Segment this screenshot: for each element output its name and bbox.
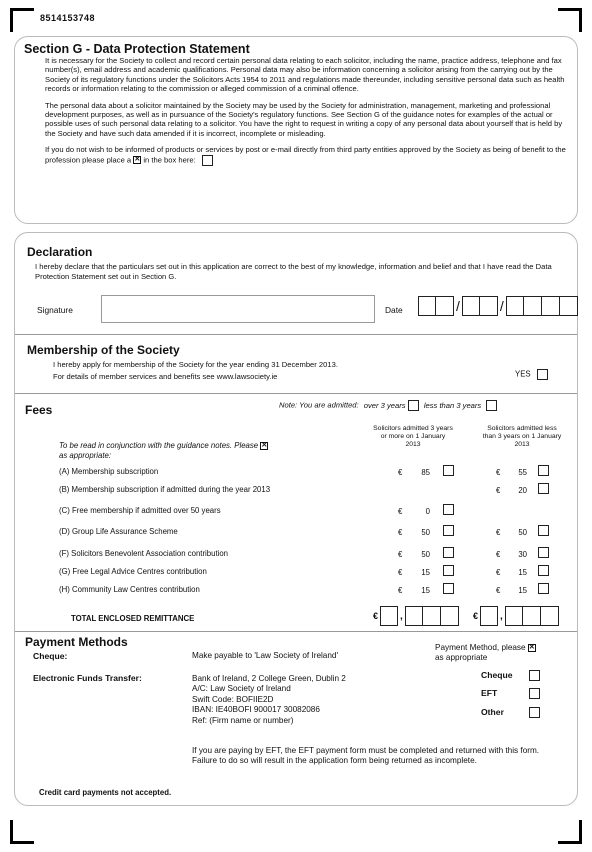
date-day[interactable] <box>418 296 454 316</box>
fee-amount-col-1: 50 <box>421 528 430 537</box>
x-mark-icon: ✕ <box>134 156 141 164</box>
fee-label: (B) Membership subscription if admitted during the year 2013 <box>59 485 271 494</box>
currency-symbol: € <box>496 468 501 477</box>
fee-label: (H) Community Law Centres contribution <box>59 585 200 594</box>
date-field <box>418 296 578 316</box>
option-label: EFT <box>481 688 498 698</box>
payment-option-eft <box>481 688 540 699</box>
x-mark-icon: ✕ <box>261 441 268 449</box>
prompt-text-before: Payment Method, please <box>435 643 526 652</box>
fee-amount-col-2: 20 <box>518 486 527 495</box>
payment-option-cheque <box>481 670 540 681</box>
total-col2-thousands[interactable] <box>480 606 498 626</box>
fee-row <box>15 527 577 541</box>
membership-line-2: For details of member services and benefits see www.lawsociety.ie <box>53 372 278 381</box>
cheque-label: Cheque: <box>33 651 68 661</box>
total-remittance-col-1 <box>373 606 459 626</box>
currency-symbol: € <box>496 486 501 495</box>
date-year[interactable] <box>506 296 578 316</box>
fee-amount-col-1: 15 <box>421 568 430 577</box>
membership-title: Membership of the Society <box>27 343 180 357</box>
option-label: Other <box>481 707 504 717</box>
eft-detail-line: IBAN: IE40BOFI 900017 30082086 <box>192 705 320 715</box>
eft-detail-line: A/C: Law Society of Ireland <box>192 684 291 694</box>
currency-symbol: € <box>496 550 501 559</box>
section-g-panel <box>14 36 578 224</box>
signature-field[interactable] <box>101 295 375 323</box>
fees-guidance <box>59 441 319 461</box>
signature-label: Signature <box>37 305 73 315</box>
fee-row <box>15 506 577 520</box>
fee-checkbox-col-2[interactable] <box>538 583 549 594</box>
eft-note: If you are paying by EFT, the EFT payment form must be completed and returned with this form. Failure to do so will result in the application form being returned as incomplete. <box>192 746 540 766</box>
eft-label: Electronic Funds Transfer: <box>33 673 142 683</box>
fee-checkbox-col-2[interactable] <box>538 465 549 476</box>
fee-checkbox-col-1[interactable] <box>443 547 454 558</box>
currency-symbol: € <box>473 611 479 621</box>
currency-symbol: € <box>398 550 403 559</box>
column-header-less-than-3-years: Solicitors admitted less than 3 years on 1 January 2013 <box>482 425 562 448</box>
fee-amount-col-1: 0 <box>425 507 430 516</box>
optout-text-after: in the box here: <box>143 155 196 165</box>
currency-symbol: € <box>496 586 501 595</box>
fee-label: (F) Solicitors Benevolent Association contribution <box>59 549 229 558</box>
declaration-section <box>15 245 577 282</box>
fee-checkbox-col-2[interactable] <box>538 547 549 558</box>
over-3-years-checkbox[interactable] <box>408 400 419 411</box>
section-g-paragraph-1: It is necessary for the Society to collect and record certain personal data relating to each solicitor, including the name, practice address, telephone and fax number(s), email address and academic qualifications. Personal data may also be information concerning a solicitor arising from the carrying out by the Society of its regulatory functions under the Solicitors Acts 1954 to 2011 and regulations made thereunder, including sensitive personal data such as health records or information relating to the commission or alleged commission of a criminal offence. <box>45 56 565 94</box>
membership-yes <box>515 369 548 380</box>
declaration-title: Declaration <box>27 245 93 259</box>
x-mark-icon: ✕ <box>528 643 535 651</box>
fee-checkbox-col-1[interactable] <box>443 504 454 515</box>
guidance-text-before: To be read in conjunction with the guidance notes. Please <box>59 441 259 450</box>
declaration-text: I hereby declare that the particulars set out in this application are correct to the best of my knowledge, information and belief and that I have read the Data Protection Statement set out in Section G. <box>35 262 552 281</box>
fee-amount-col-2: 30 <box>518 550 527 559</box>
fee-checkbox-col-2[interactable] <box>538 483 549 494</box>
divider <box>15 334 577 335</box>
total-col1-thousands[interactable] <box>380 606 398 626</box>
payment-method-prompt <box>435 643 571 664</box>
divider <box>15 631 577 632</box>
total-col1-units[interactable] <box>405 606 459 626</box>
document-number: 8514153748 <box>40 13 96 23</box>
fee-checkbox-col-2[interactable] <box>538 525 549 536</box>
currency-symbol: € <box>373 611 379 621</box>
fee-label: (G) Free Legal Advice Centres contribution <box>59 567 207 576</box>
payment-methods-title: Payment Methods <box>25 635 128 649</box>
section-g-paragraph-2: The personal data about a solicitor maintained by the Society may be used by the Society for administration, management, marketing and professional development purposes, as well as in pursuance of the Society's regulatory functions. See Section G of the guidance notes for examples of the actual or possible uses of such personal data relating to a solicitor. You have the right to request in writing a copy of any personal data about yourself that is held by the Society and have such data amended if it is incorrect, incomplete or misleading. <box>45 100 563 138</box>
yes-label: YES <box>515 369 531 379</box>
fee-amount-col-2: 55 <box>518 468 527 477</box>
eft-checkbox[interactable] <box>529 688 540 699</box>
fee-checkbox-col-1[interactable] <box>443 583 454 594</box>
fee-amount-col-1: 85 <box>421 468 430 477</box>
note-over-3-years: over 3 years <box>363 400 406 410</box>
crop-mark-top-right <box>558 8 582 32</box>
membership-section <box>15 343 577 382</box>
eft-bank-details <box>192 674 346 726</box>
optout-statement <box>45 145 567 165</box>
note-prefix: Note: You are admitted: <box>279 400 359 410</box>
crop-mark-bottom-right <box>558 820 582 844</box>
prompt-text-after: as appropriate <box>435 653 488 663</box>
currency-symbol: € <box>398 507 403 516</box>
fee-amount-col-1: 50 <box>421 550 430 559</box>
column-header-3-years-or-more: Solicitors admitted 3 years or more on 1 January 2013 <box>373 425 453 448</box>
other-checkbox[interactable] <box>529 707 540 718</box>
currency-symbol: € <box>398 568 403 577</box>
eft-detail-line: Swift Code: BOFIIE2D <box>192 694 274 704</box>
date-label: Date <box>385 305 403 315</box>
crop-mark-bottom-left <box>10 820 34 844</box>
cheque-checkbox[interactable] <box>529 670 540 681</box>
thousands-separator: , <box>400 610 403 622</box>
section-g-title: Section G - Data Protection Statement <box>24 42 250 56</box>
divider <box>15 393 577 394</box>
note-less-than-3-years: less than 3 years <box>423 400 482 410</box>
option-label: Cheque <box>481 670 513 680</box>
fee-label: (C) Free membership if admitted over 50 years <box>59 506 221 515</box>
fee-checkbox-col-2[interactable] <box>538 565 549 576</box>
currency-symbol: € <box>398 468 403 477</box>
credit-card-note: Credit card payments not accepted. <box>39 788 172 797</box>
currency-symbol: € <box>496 528 501 537</box>
fee-amount-col-2: 50 <box>518 528 527 537</box>
fee-row <box>15 567 577 581</box>
membership-line-1: I hereby apply for membership of the Society for the year ending 31 December 2013. <box>53 360 338 369</box>
fee-row <box>15 485 577 499</box>
fees-admission-note <box>279 400 497 411</box>
payment-option-other <box>481 707 540 718</box>
thousands-separator: , <box>500 610 503 622</box>
fee-row <box>15 549 577 563</box>
total-col2-units[interactable] <box>505 606 559 626</box>
fee-checkbox-col-1[interactable] <box>443 465 454 476</box>
fee-amount-col-2: 15 <box>518 568 527 577</box>
eft-detail-line: Bank of Ireland, 2 College Green, Dublin 2 <box>192 674 346 683</box>
total-remittance-label: TOTAL ENCLOSED REMITTANCE <box>71 614 195 623</box>
application-panel <box>14 232 578 806</box>
guidance-text-after: as appropriate: <box>59 451 112 460</box>
fee-checkbox-col-1[interactable] <box>443 565 454 576</box>
optout-text-before: If you do not wish to be informed of products or services by post or e-mail directly from third party entities approved by the Society as being of benefit to the profession please place a <box>45 145 566 165</box>
fee-checkbox-col-1[interactable] <box>443 525 454 536</box>
currency-symbol: € <box>398 528 403 537</box>
cheque-instructions: Make payable to 'Law Society of Ireland' <box>192 651 339 660</box>
date-separator: / <box>499 298 504 314</box>
fee-amount-col-2: 15 <box>518 586 527 595</box>
fee-row <box>15 467 577 481</box>
crop-mark-top-left <box>10 8 34 32</box>
fee-label: (A) Membership subscription <box>59 467 159 476</box>
fee-row <box>15 585 577 599</box>
total-remittance-col-2 <box>473 606 559 626</box>
optout-checkbox[interactable] <box>202 155 213 166</box>
currency-symbol: € <box>496 568 501 577</box>
eft-detail-line: Ref: (Firm name or number) <box>192 715 294 725</box>
less-than-3-years-checkbox[interactable] <box>486 400 497 411</box>
date-separator: / <box>456 298 460 314</box>
membership-yes-checkbox[interactable] <box>537 369 548 380</box>
fees-title: Fees <box>25 403 53 417</box>
fee-label: (D) Group Life Assurance Scheme <box>59 527 178 536</box>
date-month[interactable] <box>462 296 498 316</box>
fee-amount-col-1: 15 <box>421 586 430 595</box>
currency-symbol: € <box>398 586 403 595</box>
